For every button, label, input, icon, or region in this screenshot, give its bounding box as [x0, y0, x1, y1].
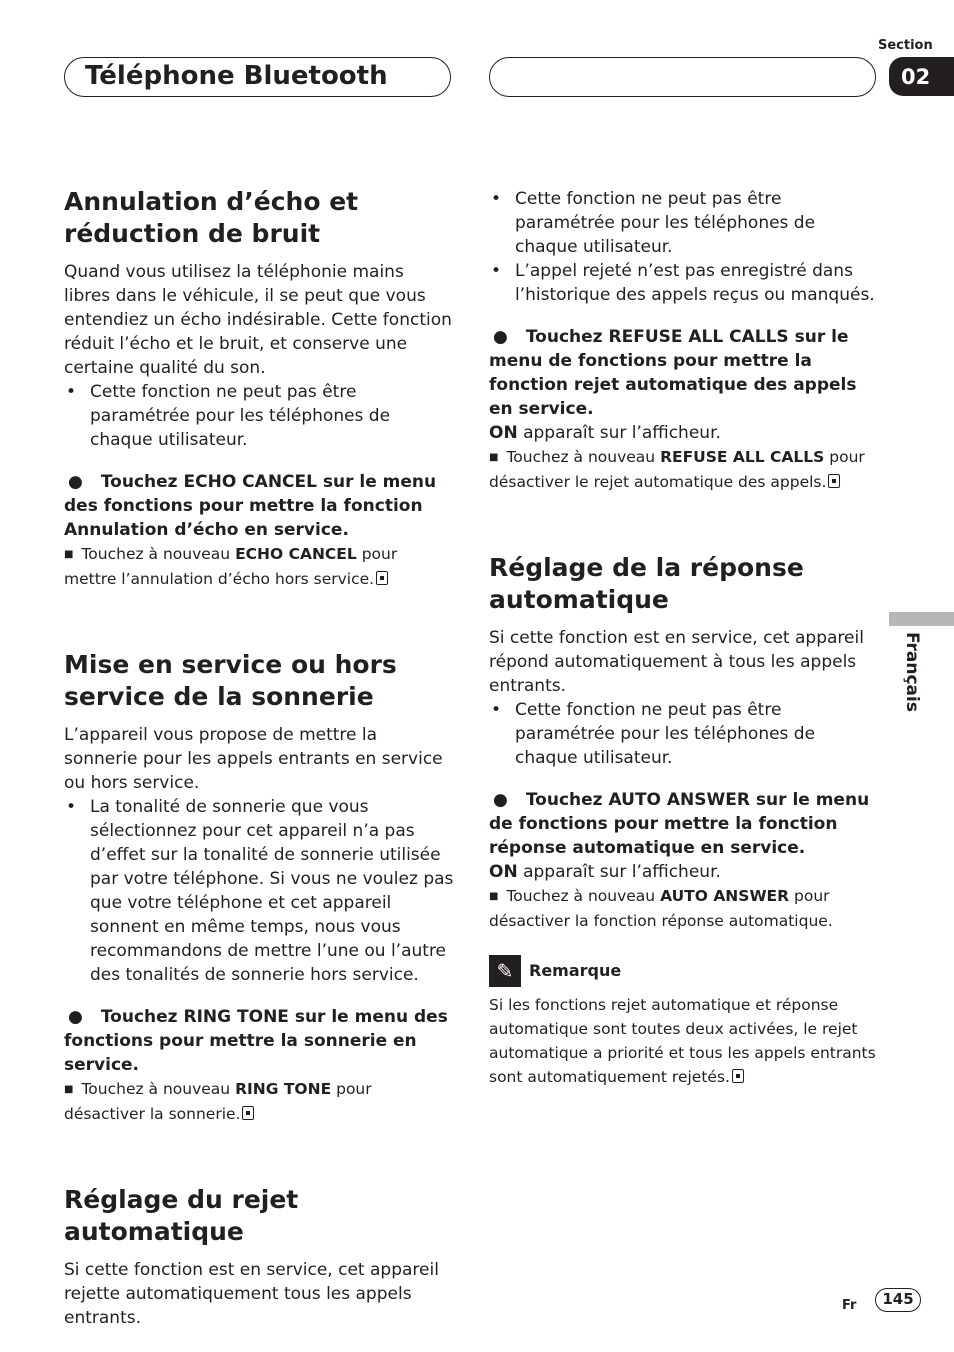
heading-auto-answer: Réglage de la réponse automatique	[489, 553, 804, 614]
left-column	[64, 186, 454, 1330]
pencil-note-icon: ✎	[489, 955, 521, 987]
note-auto-reject: ■ Touchez à nouveau REFUSE ALL CALLS pour désactiver le rejet automatique des appels.	[489, 448, 865, 491]
display-on-auto-reject: ON apparaît sur l’afficheur.	[489, 423, 721, 443]
bullet-dot-icon: ●	[493, 790, 508, 810]
step-auto-answer: ● Touchez AUTO ANSWER sur le menu de fonctions pour mettre la fonction réponse automatique en service.	[489, 790, 870, 858]
note-auto-answer: ■ Touchez à nouveau AUTO ANSWER pour désactiver la fonction réponse automatique.	[489, 887, 833, 930]
step-auto-reject: ● Touchez REFUSE ALL CALLS sur le menu de fonctions pour mettre la fonction rejet automatique des appels en service.	[489, 327, 857, 419]
heading-auto-reject: Réglage du rejet automatique	[64, 1185, 299, 1246]
step-echo-cancel: ● Touchez ECHO CANCEL sur le menu des fonctions pour mettre la fonction Annulation d’écho en service.	[64, 472, 437, 540]
end-mark-icon	[376, 571, 388, 585]
language-label: Français	[902, 632, 922, 712]
remark-header	[489, 955, 879, 987]
section-number-badge: 02	[889, 57, 954, 96]
bullet-ring-tone: • La tonalité de sonnerie que vous sélectionnez pour cet appareil n’a pas d’effet sur la tonalité de sonnerie utilisée par votre téléphone. Si vous ne voulez pas que votre téléphone et cet appareil sonnent en même temps, nous vous recommandons de mettre l’une ou l’autre des tonalités de sonnerie hors service.	[64, 795, 454, 987]
bullet-dot-icon: ●	[68, 472, 83, 492]
body-ring-tone: L’appareil vous propose de mettre la sonnerie pour les appels entrants en service ou hors service.	[64, 725, 443, 793]
remark-title: Remarque	[529, 961, 622, 980]
note-square-icon: ■	[489, 891, 499, 902]
remark-text: Si les fonctions rejet automatique et réponse automatique sont toutes deux activées, le rejet automatique a priorité et tous les appels entrants sont automatiquement rejetés.	[489, 996, 876, 1086]
bullet-auto-answer: • Cette fonction ne peut pas être paramétrée pour les téléphones de chaque utilisateur.	[489, 698, 879, 770]
section-label: Section	[878, 38, 933, 53]
bullet-auto-reject-1: • Cette fonction ne peut pas être paramétrée pour les téléphones de chaque utilisateur.	[489, 187, 879, 259]
note-square-icon: ■	[64, 1084, 74, 1095]
chapter-title-pill	[64, 57, 451, 97]
note-ring-tone: ■ Touchez à nouveau RING TONE pour désactiver la sonnerie.	[64, 1080, 372, 1123]
heading-echo-cancel: Annulation d’écho et réduction de bruit	[64, 187, 359, 248]
end-mark-icon	[242, 1106, 254, 1120]
end-mark-icon	[828, 474, 840, 488]
step-ring-tone: ● Touchez RING TONE sur le menu des fonctions pour mettre la sonnerie en service.	[64, 1007, 448, 1075]
bullet-echo-cancel: • Cette fonction ne peut pas être paramétrée pour les téléphones de chaque utilisateur.	[64, 380, 454, 452]
right-column	[489, 187, 879, 1089]
bullet-dot-icon: ●	[493, 327, 508, 347]
note-square-icon: ■	[64, 549, 74, 560]
bullet-auto-reject-2: • L’appel rejeté n’est pas enregistré dans l’historique des appels reçus ou manqués.	[489, 259, 879, 307]
display-on-auto-answer: ON apparaît sur l’afficheur.	[489, 862, 721, 882]
bullet-dot-icon: ●	[68, 1007, 83, 1027]
empty-header-pill	[489, 57, 876, 97]
page-number: 145	[875, 1288, 921, 1312]
language-tab-marker	[889, 612, 954, 626]
heading-ring-tone: Mise en service ou hors service de la sonnerie	[64, 650, 397, 711]
footer-language-code: Fr	[842, 1298, 857, 1313]
note-square-icon: ■	[489, 452, 499, 463]
body-auto-reject: Si cette fonction est en service, cet appareil rejette automatiquement tous les appels entrants.	[64, 1260, 439, 1328]
note-echo-cancel: ■ Touchez à nouveau ECHO CANCEL pour mettre l’annulation d’écho hors service.	[64, 545, 398, 588]
body-echo-cancel: Quand vous utilisez la téléphonie mains libres dans le véhicule, il se peut que vous entendiez un écho indésirable. Cette fonction réduit l’écho et le bruit, et conserve une certaine qualité du son.	[64, 262, 452, 378]
body-auto-answer: Si cette fonction est en service, cet appareil répond automatiquement à tous les appels entrants.	[489, 628, 864, 696]
chapter-title: Téléphone Bluetooth	[85, 61, 388, 91]
end-mark-icon	[732, 1069, 744, 1083]
